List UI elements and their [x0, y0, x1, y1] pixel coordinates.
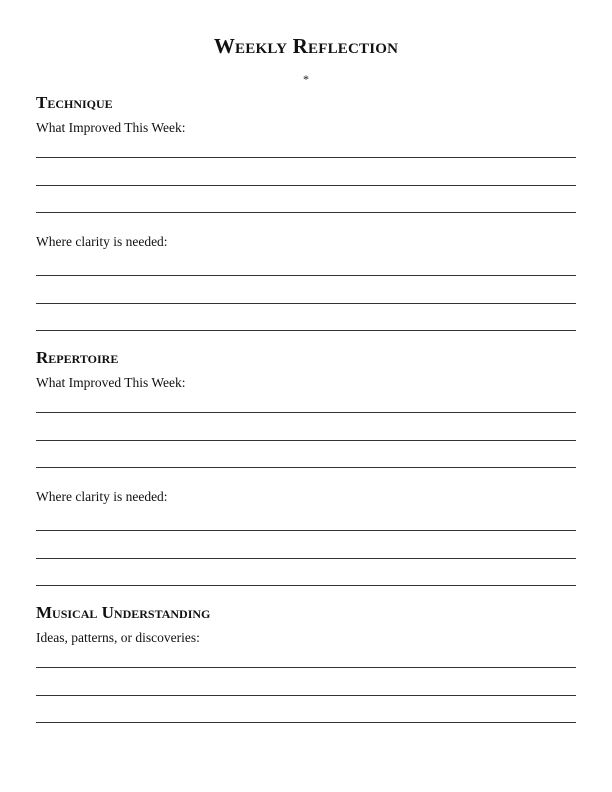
writing-line[interactable] [36, 695, 576, 696]
writing-line[interactable] [36, 185, 576, 186]
prompt-musical-ideas: Ideas, patterns, or discoveries: [36, 630, 200, 645]
writing-line[interactable] [36, 157, 576, 158]
writing-line[interactable] [36, 440, 576, 441]
writing-line[interactable] [36, 303, 576, 304]
writing-line[interactable] [36, 212, 576, 213]
writing-line[interactable] [36, 722, 576, 723]
prompt-repertoire-clarity: Where clarity is needed: [36, 489, 168, 504]
prompt-repertoire-improved: What Improved This Week: [36, 375, 186, 390]
section-heading-musical-understanding: Musical Understanding [36, 603, 211, 622]
section-heading-technique: Technique [36, 93, 113, 112]
section-heading-repertoire: Repertoire [36, 348, 119, 367]
ornament-divider: * [303, 72, 309, 86]
prompt-technique-improved: What Improved This Week: [36, 120, 186, 135]
writing-line[interactable] [36, 585, 576, 586]
writing-line[interactable] [36, 558, 576, 559]
writing-line[interactable] [36, 275, 576, 276]
writing-line[interactable] [36, 467, 576, 468]
writing-line[interactable] [36, 530, 576, 531]
page-title: Weekly Reflection [213, 34, 399, 58]
writing-line[interactable] [36, 330, 576, 331]
prompt-technique-clarity: Where clarity is needed: [36, 234, 168, 249]
writing-line[interactable] [36, 412, 576, 413]
writing-line[interactable] [36, 667, 576, 668]
